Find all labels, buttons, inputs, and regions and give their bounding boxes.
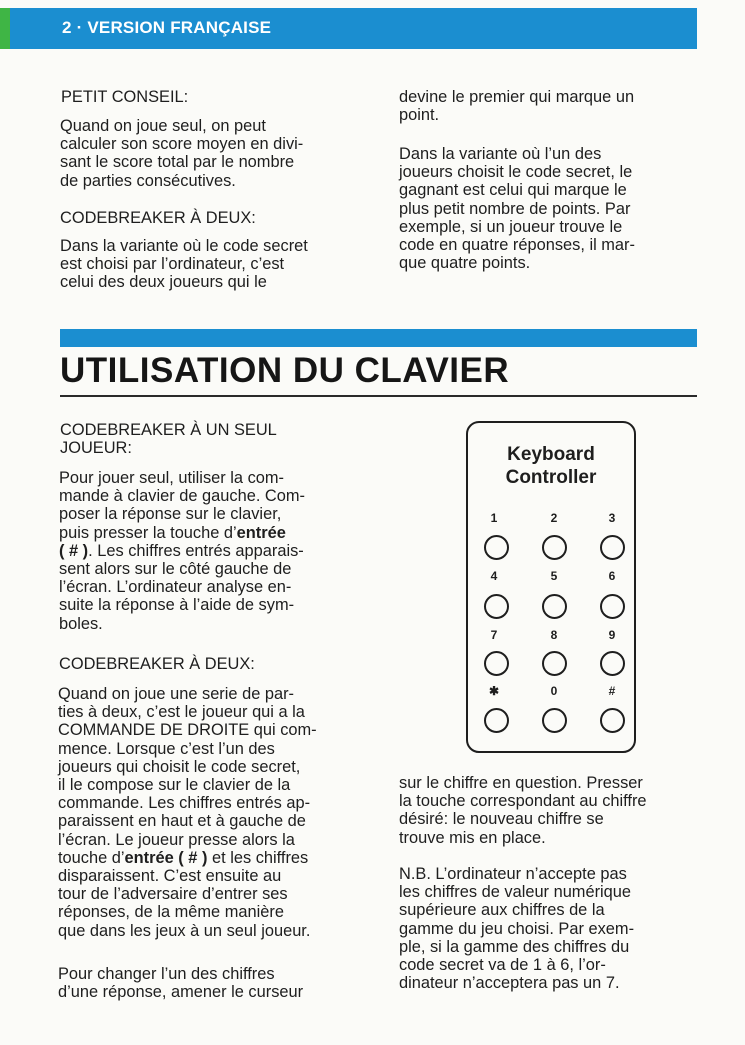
- key-label-5: 5: [550, 569, 558, 583]
- seul-text-part-1: Pour jouer seul, utiliser la com- mande à clavier de gauche. Com- poser la réponse sur le clavier, puis presser la touche d’: [59, 469, 305, 542]
- key-0-button: [542, 708, 567, 733]
- key-star-button: [484, 708, 509, 733]
- key-4-button: [484, 594, 509, 619]
- key-label-4: 4: [490, 569, 498, 583]
- key-label-3: 3: [608, 511, 616, 525]
- key-hash-button: [600, 708, 625, 733]
- keyboard-controller-title: Keyboard Controller: [505, 444, 597, 488]
- intro-right-paragraph-2: Dans la variante où l’un des joueurs choisit le code secret, le gagnant est celui qui marque le plus petit nombre de points. Par exemple, si un joueur trouve le code en quatre réponses, il mar- que quatre points.: [399, 145, 635, 273]
- key-label-0: 0: [550, 684, 558, 698]
- codebreaker-deux-text-intro: Dans la variante où le code secret est choisi par l’ordinateur, c’est celui des deux joueurs qui le: [60, 237, 308, 292]
- seul-text-part-2: . Les chiffres entrés apparais- sent alors sur le côté gauche de l’écran. L’ordinateur analyse en- suite la réponse à l’aide de sym- boles.: [59, 541, 304, 633]
- codebreaker-seul-heading: CODEBREAKER À UN SEUL JOUEUR:: [60, 421, 277, 458]
- page-header: 2 · VERSION FRANÇAISE: [62, 18, 272, 37]
- entree-key-label-2: entrée ( # ): [124, 848, 208, 867]
- intro-right-paragraph-1: devine le premier qui marque un point.: [399, 88, 635, 125]
- petit-conseil-heading: PETIT CONSEIL:: [61, 88, 189, 106]
- key-6-button: [600, 594, 625, 619]
- key-1-button: [484, 535, 509, 560]
- key-label-2: 2: [550, 511, 558, 525]
- key-label-6: 6: [608, 569, 616, 583]
- codebreaker-deux-heading-intro: CODEBREAKER À DEUX:: [60, 209, 256, 227]
- section-title: UTILISATION DU CLAVIER: [60, 351, 510, 390]
- section-bar: [60, 329, 697, 347]
- key-5-button: [542, 594, 567, 619]
- petit-conseil-text: Quand on joue seul, on peut calculer son score moyen en divi- sant le score total par le nombre de parties consécutives.: [60, 117, 304, 190]
- header-accent: [0, 8, 10, 49]
- keyboard-controller: [466, 421, 636, 753]
- key-label-star: ✱: [488, 684, 500, 698]
- key-3-button: [600, 535, 625, 560]
- section-right-text: sur le chiffre en question. Presser la touche correspondant au chiffre désiré: le nouveau chiffre se trouve mis en place.: [399, 774, 647, 847]
- deux-text-part-1: Quand on joue une serie de par- ties à deux, c’est le joueur qui a la COMMANDE DE DROITE qui com- mence. Lorsque c’est l’un des joueurs qui choisit le code secret, il le compose sur le clavier de la commande. Les chiffres entrés ap- paraissent en haut et à gauche de l’écran. Le joueur presse alors la touche d’: [58, 685, 317, 867]
- key-label-8: 8: [550, 628, 558, 642]
- key-label-hash: #: [608, 684, 616, 698]
- deux-text-part-2: et les chiffres disparaissent. C’est ensuite au tour de l’adversaire d’entrer ses réponses, de la même manière que dans les jeux à un seul joueur.: [58, 848, 311, 940]
- key-label-9: 9: [608, 628, 616, 642]
- key-8-button: [542, 651, 567, 676]
- key-7-button: [484, 651, 509, 676]
- key-2-button: [542, 535, 567, 560]
- section-rule: [60, 395, 697, 397]
- key-label-1: 1: [490, 511, 498, 525]
- key-9-button: [600, 651, 625, 676]
- codebreaker-seul-text: [59, 469, 305, 633]
- key-label-7: 7: [490, 628, 498, 642]
- changer-chiffre-text: Pour changer l’un des chiffres d’une réponse, amener le curseur: [58, 965, 304, 1002]
- nb-text: N.B. L’ordinateur n’accepte pas les chiffres de valeur numérique supérieure aux chiffres de la gamme du jeu choisi. Par exem- ple, si la gamme des chiffres du code secret va de 1 à 6, l’or- dinateur n’acceptera pas un 7.: [399, 865, 635, 993]
- codebreaker-deux-heading: CODEBREAKER À DEUX:: [59, 655, 255, 673]
- entree-key-label: entrée ( # ): [59, 523, 286, 560]
- codebreaker-deux-text: [58, 685, 317, 940]
